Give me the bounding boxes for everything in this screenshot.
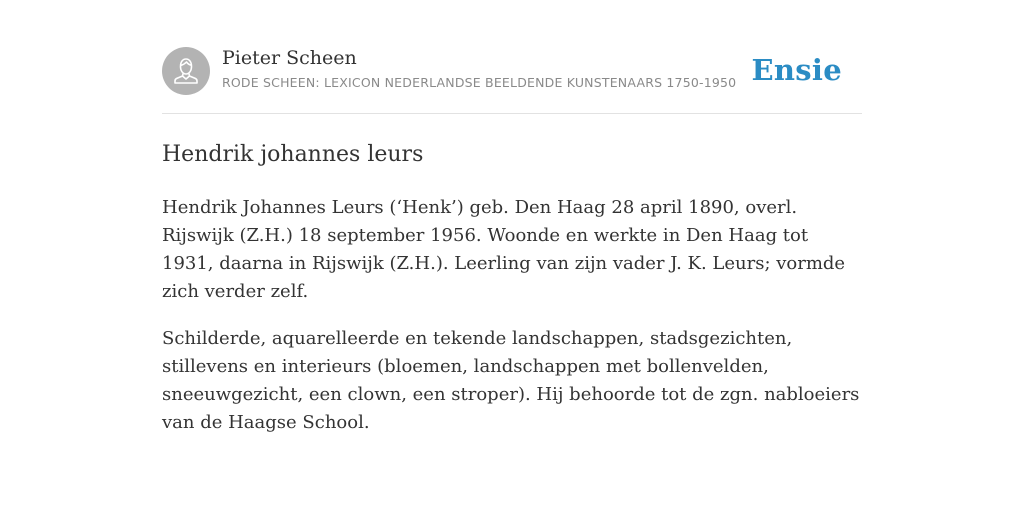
article-header: [162, 0, 862, 114]
brand-logo[interactable]: Ensie: [751, 53, 842, 87]
author-avatar[interactable]: [162, 47, 210, 95]
author-name[interactable]: Pieter Scheen: [222, 47, 357, 69]
article-paragraph: Schilderde, aquarelleerde en tekende landschappen, stadsgezichten, stillevens en interieurs (bloemen, landschappen met bollenvelden, sneeuwgezicht, een clown, een stroper). Hij behoorde tot de zgn. nabloeiers van de Haagse School.: [162, 328, 860, 433]
article-paragraph: Hendrik Johannes Leurs (‘Henk’) geb. Den Haag 28 april 1890, overl. Rijswijk (Z.H.) 18 september 1956. Woonde en werkte in Den Haag tot 1931, daarna in Rijswijk (Z.H.). Leerling van zijn vader J. K. Leurs; vormde zich verder zelf.: [162, 197, 846, 302]
article-card: [162, 0, 862, 437]
user-icon: [162, 47, 210, 95]
article-title: Hendrik johannes leurs: [162, 142, 424, 167]
source-label[interactable]: RODE SCHEEN: LEXICON NEDERLANDSE BEELDENDE KUNSTENAARS 1750-1950: [222, 75, 737, 90]
